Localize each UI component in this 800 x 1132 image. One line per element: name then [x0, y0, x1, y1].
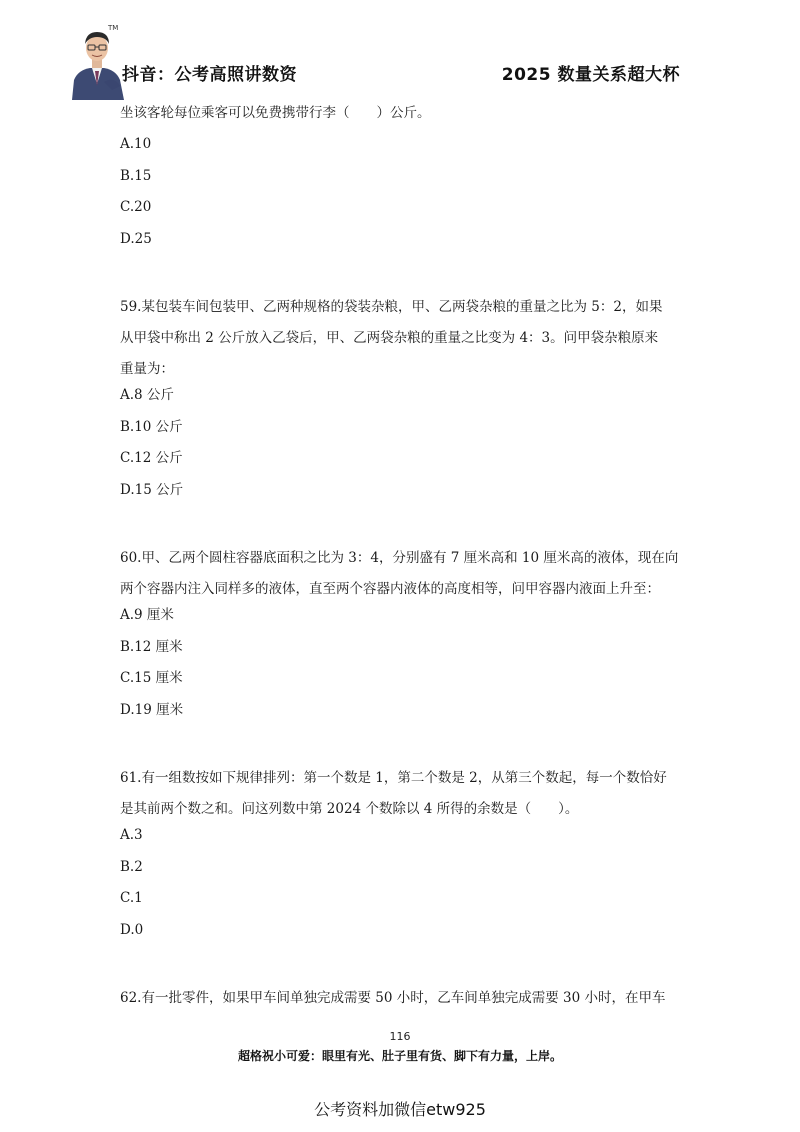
- page-number: 116: [389, 1030, 411, 1043]
- option-c: C.12 公斤: [120, 450, 183, 466]
- question-61: [120, 763, 690, 951]
- presenter-photo: [68, 24, 126, 100]
- option-b: B.15: [120, 167, 152, 184]
- question-60-line-1: 60.甲、乙两个圆柱容器底面积之比为 3：4，分别盛有 7 厘米高和 10 厘米高的液体，现在向: [120, 550, 679, 566]
- channel-brand: 抖音：公考高照讲数资: [122, 65, 297, 85]
- option-d: D.25: [120, 230, 152, 247]
- option-b: B.12 厘米: [120, 638, 183, 655]
- option-a: A.3: [120, 827, 143, 843]
- question-62-line-1: 62.有一批零件，如果甲车间单独完成需要 50 小时，乙车间单独完成需要 30 小时，在甲车: [120, 990, 666, 1006]
- option-c: C.15 厘米: [120, 670, 183, 686]
- series-title: 2025 数量关系超大杯: [501, 65, 680, 85]
- question-58-options: [120, 134, 690, 260]
- question-60: [120, 543, 690, 731]
- footer-motto: 超格祝小可爱：眼里有光、肚子里有货、脚下有力量，上岸。: [237, 1049, 562, 1063]
- option-d: D.19 厘米: [120, 701, 184, 718]
- question-59-line-1: 59.某包装车间包装甲、乙两种规格的袋装杂粮，甲、乙两袋杂粮的重量之比为 5：2，如果: [120, 299, 663, 315]
- question-58-continuation: 坐该客轮每位乘客可以免费携带行李（ ）公斤。: [120, 105, 431, 121]
- page-content: [120, 103, 690, 1014]
- option-a: A.10: [120, 136, 152, 152]
- option-a: A.8 公斤: [120, 387, 174, 403]
- option-b: B.2: [120, 858, 143, 875]
- question-61-line-1: 61.有一组数按如下规律排列：第一个数是 1，第二个数是 2，从第三个数起，每一个数恰好: [120, 770, 667, 786]
- option-d: D.0: [120, 921, 144, 938]
- option-d: D.15 公斤: [120, 481, 184, 498]
- question-62: [120, 983, 690, 1014]
- option-b: B.10 公斤: [120, 418, 183, 435]
- page-header: [0, 0, 800, 100]
- trademark-mark: TM: [108, 24, 119, 32]
- question-59-line-2: 从甲袋中称出 2 公斤放入乙袋后，甲、乙两袋杂粮的重量之比变为 4：3。问甲袋杂粮原来: [120, 330, 659, 346]
- option-a: A.9 厘米: [120, 607, 174, 623]
- option-c: C.1: [120, 890, 143, 906]
- question-59-line-3: 重量为：: [120, 361, 174, 377]
- option-c: C.20: [120, 199, 152, 215]
- contact-watermark: 公考资料加微信etw925: [314, 1100, 486, 1119]
- question-60-line-2: 两个容器内注入同样多的液体，直至两个容器内液体的高度相等，问甲容器内液面上升至：: [120, 581, 660, 597]
- question-61-line-2: 是其前两个数之和。问这列数中第 2024 个数除以 4 所得的余数是（ ）。: [120, 801, 579, 817]
- question-59: [120, 292, 690, 511]
